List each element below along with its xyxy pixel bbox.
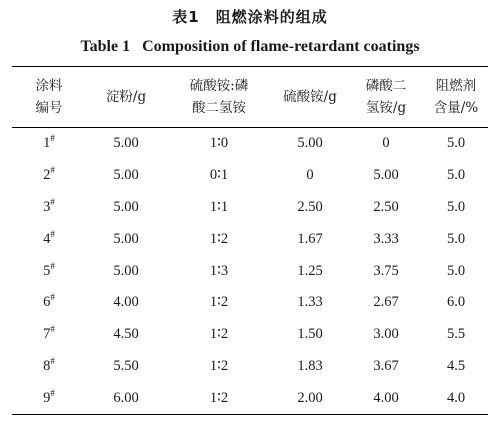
cell-content: 4.5 [446, 357, 466, 374]
cell-adp: 5.00 [373, 167, 399, 184]
cell-starch: 5.00 [113, 135, 139, 152]
number-mark: # [50, 355, 55, 366]
cell-content: 4.0 [446, 389, 466, 406]
caption-en-label: Table 1 [80, 38, 131, 55]
table-row [12, 287, 488, 319]
cell-ratio: 1∶2 [209, 230, 229, 247]
cell-ratio: 0∶1 [209, 167, 229, 184]
cell-starch: 5.00 [113, 230, 139, 247]
cell-ratio: 1∶2 [209, 326, 229, 343]
cell-coating-no: 3# [43, 196, 55, 215]
cell-adp: 3.33 [373, 230, 399, 247]
header-ammonium-dihydrogen-phosphate: 磷酸二 氢铵/g [365, 78, 407, 116]
cell-ammonium-sulfate: 2.00 [297, 389, 323, 406]
number-mark: # [50, 324, 55, 335]
header-coating-no: 涂料 编号 [35, 78, 63, 116]
cell-ratio: 1∶0 [209, 135, 229, 152]
cell-ratio: 1∶2 [209, 389, 229, 406]
cell-starch: 4.50 [113, 326, 139, 343]
cell-coating-no: 7# [43, 324, 55, 343]
caption-cn-title: 阻燃涂料的组成 [215, 8, 328, 26]
cell-coating-no: 6# [43, 292, 55, 311]
cell-content: 5.0 [446, 230, 466, 247]
cell-ratio: 1∶1 [209, 198, 229, 215]
cell-adp: 0 [382, 135, 390, 152]
cell-adp: 4.00 [373, 389, 399, 406]
cell-content: 5.0 [446, 262, 466, 279]
number-mark: # [50, 292, 55, 303]
cell-ratio: 1∶2 [209, 357, 229, 374]
table-row [12, 382, 488, 414]
cell-content: 5.0 [446, 167, 466, 184]
cell-content: 5.0 [446, 198, 466, 215]
cell-ammonium-sulfate: 1.83 [297, 357, 323, 374]
header-ammonium-sulfate: 硫酸铵/g [283, 89, 337, 105]
cell-content: 6.0 [446, 294, 466, 311]
table-caption-cn [0, 6, 500, 27]
cell-ammonium-sulfate: 1.25 [297, 262, 323, 279]
cell-starch: 5.00 [113, 198, 139, 215]
cell-adp: 2.50 [373, 198, 399, 215]
table-row [12, 255, 488, 287]
table-header-row [12, 67, 488, 128]
header-ratio: 硫酸铵:磷 酸二氢铵 [189, 78, 249, 116]
cell-adp: 3.75 [373, 262, 399, 279]
table-row [12, 160, 488, 192]
header-retardant-content: 阻燃剂 含量/% [433, 78, 479, 116]
header-starch: 淀粉/g [105, 89, 147, 105]
cell-coating-no: 2# [43, 165, 55, 184]
cell-starch: 5.50 [113, 357, 139, 374]
table-row [12, 192, 488, 224]
cell-coating-no: 1# [43, 133, 55, 152]
cell-starch: 5.00 [113, 262, 139, 279]
table-row [12, 223, 488, 255]
caption-cn-label: 表1 [172, 8, 200, 26]
cell-content: 5.0 [446, 135, 466, 152]
number-mark: # [50, 133, 55, 144]
table-row [12, 319, 488, 351]
cell-adp: 2.67 [373, 294, 399, 311]
cell-ammonium-sulfate: 1.33 [297, 294, 323, 311]
number-mark: # [50, 196, 55, 207]
cell-ammonium-sulfate: 1.67 [297, 230, 323, 247]
cell-starch: 6.00 [113, 389, 139, 406]
cell-ammonium-sulfate: 1.50 [297, 326, 323, 343]
number-mark: # [50, 228, 55, 239]
cell-adp: 3.67 [373, 357, 399, 374]
cell-coating-no: 5# [43, 260, 55, 279]
cell-content: 5.5 [446, 326, 466, 343]
cell-ratio: 1∶2 [209, 294, 229, 311]
cell-adp: 3.00 [373, 326, 399, 343]
table-row [12, 128, 488, 160]
cell-coating-no: 4# [43, 228, 55, 247]
cell-ratio: 1∶3 [209, 262, 229, 279]
number-mark: # [50, 260, 55, 271]
table-caption-en [0, 38, 500, 56]
table-body [12, 128, 488, 415]
cell-starch: 4.00 [113, 294, 139, 311]
cell-coating-no: 9# [43, 387, 55, 406]
cell-ammonium-sulfate: 5.00 [297, 135, 323, 152]
caption-en-title: Composition of flame-retardant coatings [142, 38, 420, 55]
composition-table [12, 66, 488, 415]
number-mark: # [50, 165, 55, 176]
number-mark: # [50, 387, 55, 398]
cell-ammonium-sulfate: 0 [306, 167, 314, 184]
cell-ammonium-sulfate: 2.50 [297, 198, 323, 215]
table-row [12, 351, 488, 383]
cell-starch: 5.00 [113, 167, 139, 184]
cell-coating-no: 8# [43, 355, 55, 374]
